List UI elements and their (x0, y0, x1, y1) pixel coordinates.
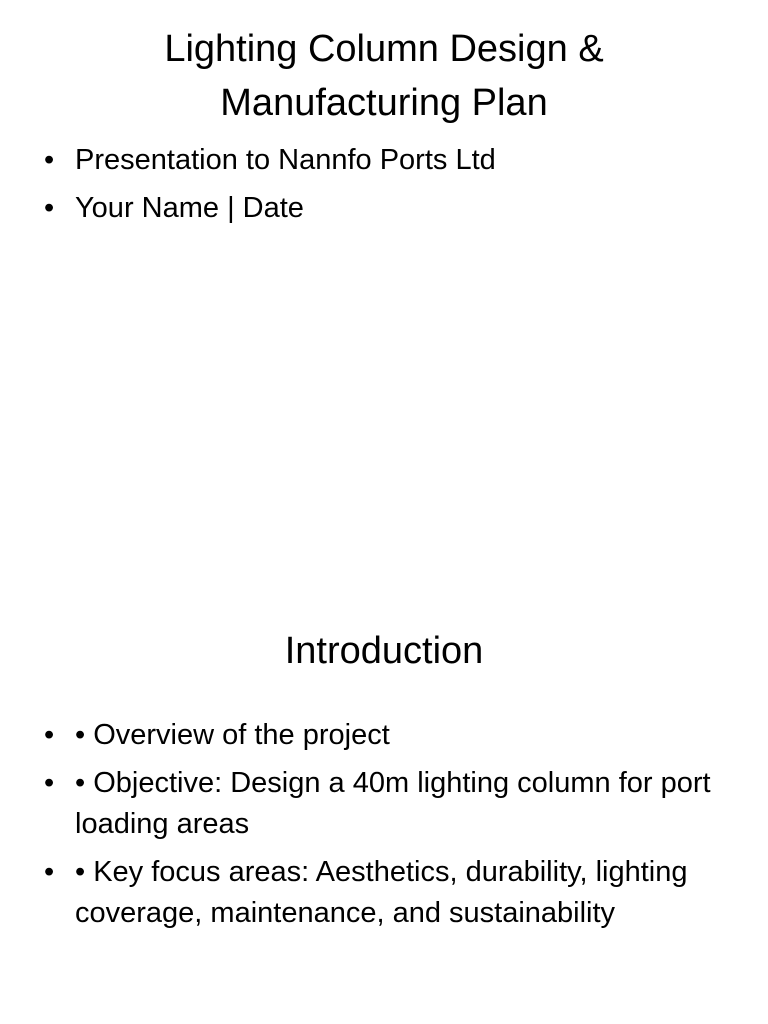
bullet-text: Your Name | Date (75, 192, 304, 224)
slide-introduction (0, 512, 768, 1024)
bullet-marker: • (44, 719, 55, 751)
bullet-text: Presentation to Nannfo Ports Ltd (75, 144, 496, 176)
bullet-text: • Overview of the project (75, 719, 390, 751)
slide-introduction-bullet-list (0, 715, 728, 941)
bullet-text: • Key focus areas: Aesthetics, durability, lighting coverage, maintenance, and sustainability (75, 856, 688, 929)
bullet-text: • Objective: Design a 40m lighting column for port loading areas (75, 767, 711, 840)
bullet-item (0, 852, 728, 934)
bullet-marker: • (44, 856, 55, 888)
bullet-marker: • (44, 192, 55, 224)
bullet-item (0, 188, 728, 229)
bullet-marker: • (44, 144, 55, 176)
slide-title-heading: Lighting Column Design & Manufacturing Plan (164, 28, 604, 124)
bullet-item (0, 763, 728, 845)
bullet-item (0, 715, 728, 756)
slide-title-bullet-list (0, 140, 728, 236)
bullet-item (0, 140, 728, 181)
slide-introduction-heading: Introduction (284, 630, 484, 672)
bullet-marker: • (44, 767, 55, 799)
